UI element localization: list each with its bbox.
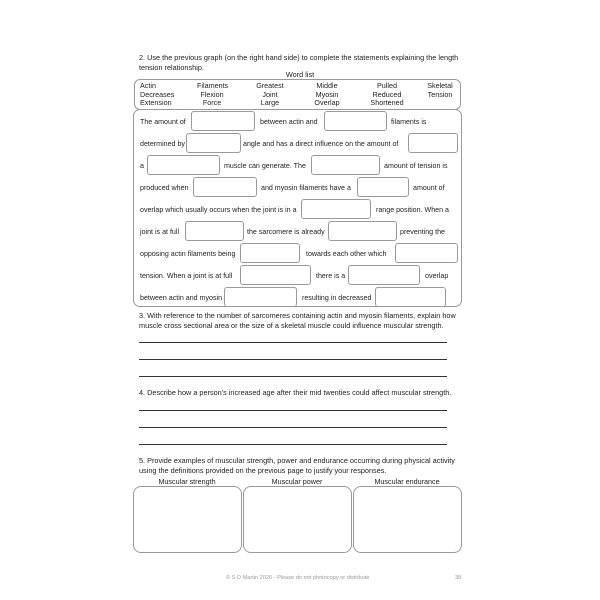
answer-blank-10[interactable] (185, 221, 244, 241)
statement-text: preventing the (400, 228, 445, 236)
statement-text: amount of (413, 184, 445, 192)
word: Greatest (256, 81, 284, 90)
statement-text: opposing actin filaments being (140, 250, 236, 258)
q3-prompt: 3. With reference to the number of sarcomeres containing actin and myosin filaments, explain how muscle cross sectional area or the size of a skeletal muscle could influence muscular strength. (139, 311, 456, 330)
q4-prompt: 4. Describe how a person's increased age after their mid twenties could affect muscular strength. (139, 388, 452, 397)
word: Reduced (372, 89, 402, 99)
statement-text: towards each other which (306, 250, 387, 258)
answer-blank-4[interactable] (408, 133, 458, 153)
word: Overlap (314, 98, 340, 108)
statement-text: tension. When a joint is at full (140, 272, 233, 280)
q5-prompt: 5. Provide examples of muscular strength, power and endurance occurring during physical activity using the definitions provided on the previous page to justify your responses. (139, 456, 455, 475)
answer-blank-2[interactable] (324, 111, 387, 131)
word: Tension (427, 89, 453, 99)
statement-text: resulting in decreased (302, 294, 372, 302)
column-header-strength: Muscular strength (158, 477, 216, 486)
column-header-endurance: Muscular endurance (374, 477, 440, 486)
statement-text: there is a (316, 272, 346, 280)
word: Force (202, 98, 222, 108)
statement-text: overlap which usually occurs when the joint is in a (140, 206, 297, 214)
word: Decreases (140, 89, 175, 99)
answer-line[interactable] (139, 342, 447, 343)
statement-text: between actin and (260, 118, 318, 126)
statement-text: produced when (140, 184, 189, 192)
answer-blank-15[interactable] (348, 265, 420, 285)
word: Actin (140, 81, 156, 90)
word: Shortened (370, 98, 404, 108)
response-box-power[interactable] (243, 486, 352, 553)
statement-text: overlap (425, 272, 449, 280)
statement-text: muscle can generate. The (224, 162, 306, 170)
statement-text: joint is at full (140, 228, 180, 236)
wordlist-title: Word list (285, 70, 315, 79)
answer-blank-3[interactable] (186, 133, 241, 153)
word: Joint (262, 89, 278, 99)
answer-line[interactable] (139, 359, 447, 360)
answer-line[interactable] (139, 376, 447, 377)
word: Myosin (315, 89, 339, 99)
answer-blank-12[interactable] (240, 243, 300, 263)
answer-blank-5[interactable] (147, 155, 220, 175)
statement-text: a (140, 162, 144, 170)
statement-text: and myosin filaments have a (261, 184, 351, 192)
statement-text: angle and has a direct influence on the amount of (243, 140, 399, 148)
q2-prompt: 2. Use the previous graph (on the right hand side) to complete the statements explaining the length tension relationship. (139, 53, 459, 72)
response-box-strength[interactable] (133, 486, 242, 553)
answer-line[interactable] (139, 444, 447, 445)
answer-blank-11[interactable] (328, 221, 397, 241)
word: Pulled (377, 81, 397, 90)
answer-blank-7[interactable] (193, 177, 257, 197)
answer-blank-8[interactable] (357, 177, 409, 197)
statement-text: determined by (140, 140, 185, 148)
answer-blank-1[interactable] (191, 111, 255, 131)
statement-text: range position. When a (376, 206, 449, 214)
page-number: 38 (455, 575, 462, 581)
answer-line[interactable] (139, 427, 447, 428)
response-box-endurance[interactable] (353, 486, 462, 553)
answer-blank-17[interactable] (375, 287, 446, 307)
word: Extension (140, 98, 172, 108)
statement-text: amount of tension is (384, 162, 448, 170)
answer-blank-6[interactable] (311, 155, 380, 175)
copyright-notice: © S D Martin 2026 - Please do not photocopy or distribute (226, 575, 370, 581)
word: Flexion (200, 89, 224, 99)
column-header-power: Muscular power (271, 477, 323, 486)
word: Skeletal (427, 81, 453, 90)
statement-text: filaments is (391, 118, 427, 126)
statement-text: The amount of (140, 118, 186, 126)
answer-blank-13[interactable] (395, 243, 458, 263)
statement-text: between actin and myosin (140, 294, 223, 302)
answer-blank-9[interactable] (301, 199, 371, 219)
answer-blank-16[interactable] (224, 287, 297, 307)
answer-blank-14[interactable] (240, 265, 311, 285)
word: Filaments (197, 81, 229, 90)
word: Large (260, 98, 280, 108)
word: Middle (316, 81, 338, 90)
answer-line[interactable] (139, 410, 447, 411)
wordlist-box (134, 79, 461, 110)
statement-text: the sarcomere is already (247, 228, 325, 236)
